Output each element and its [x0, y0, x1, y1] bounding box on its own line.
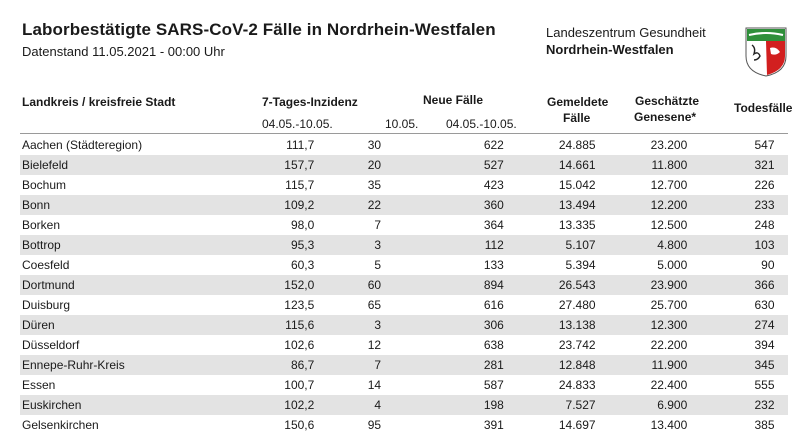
new-day-cell: 95 [367, 418, 382, 432]
district-cell: Essen [22, 378, 56, 392]
incidence-cell: 100,7 [284, 378, 315, 392]
deaths-cell: 555 [754, 378, 775, 392]
row-padding [775, 175, 789, 195]
recovered-cell: 23.200 [650, 138, 688, 152]
reported-cell: 5.107 [504, 235, 596, 255]
col-header-deaths: Todesfälle [734, 101, 793, 115]
recovered-cell: 12.200 [596, 195, 688, 215]
new-week-cell: 587 [483, 378, 504, 392]
table-row [20, 135, 788, 155]
col-header-new-cases: Neue Fälle [423, 93, 484, 107]
row-padding [775, 215, 789, 235]
table-row [20, 355, 788, 375]
recovered-cell: 6.900 [596, 395, 688, 415]
district-cell: Aachen (Städteregion) [22, 138, 143, 152]
new-week-cell: 198 [381, 395, 504, 415]
row-padding [775, 315, 789, 335]
incidence-cell: 111,7 [286, 138, 315, 152]
recovered-cell: 25.700 [650, 298, 688, 312]
header-divider [20, 133, 788, 134]
district-cell: Borken [22, 218, 61, 232]
new-week-cell: 112 [381, 235, 504, 255]
new-day-cell: 30 [367, 138, 382, 152]
new-day-cell: 12 [367, 338, 382, 352]
col-subheader-incidence-range: 04.05.-10.05. [262, 117, 333, 131]
recovered-cell: 13.400 [650, 418, 688, 432]
incidence-cell: 60,3 [290, 258, 315, 272]
district-cell: Gelsenkirchen [22, 418, 99, 432]
table-row [20, 255, 788, 275]
district-cell: Düren [20, 315, 257, 335]
recovered-cell: 4.800 [596, 235, 688, 255]
nrw-coat-of-arms-icon [744, 26, 788, 78]
new-week-cell: 527 [381, 155, 504, 175]
reported-cell: 13.335 [558, 218, 596, 232]
incidence-cell: 86,7 [257, 355, 314, 375]
recovered-cell: 22.200 [650, 338, 688, 352]
row-padding [775, 335, 789, 355]
recovered-cell: 23.900 [596, 275, 688, 295]
new-day-cell: 14 [367, 378, 382, 392]
new-day-cell: 65 [367, 298, 382, 312]
row-padding [775, 295, 789, 315]
recovered-cell: 11.900 [596, 355, 688, 375]
new-day-cell: 3 [314, 235, 381, 255]
deaths-cell: 226 [754, 178, 775, 192]
district-cell: Ennepe-Ruhr-Kreis [20, 355, 257, 375]
row-padding [775, 135, 789, 155]
case-table [20, 135, 788, 435]
recovered-cell: 12.500 [650, 218, 688, 232]
new-day-cell: 35 [367, 178, 382, 192]
table-row [20, 275, 788, 295]
row-padding [775, 375, 789, 395]
table-row [20, 235, 788, 255]
table-row [20, 155, 788, 175]
table-row [20, 175, 788, 195]
page-title: Laborbestätigte SARS-CoV-2 Fälle in Nordrhein-Westfalen [22, 20, 496, 39]
reported-cell: 15.042 [558, 178, 596, 192]
new-day-cell: 22 [314, 195, 381, 215]
new-week-cell: 423 [483, 178, 504, 192]
district-cell: Euskirchen [20, 395, 257, 415]
reported-cell: 24.885 [558, 138, 596, 152]
deaths-cell: 90 [761, 258, 775, 272]
new-week-cell: 281 [381, 355, 504, 375]
row-padding [775, 275, 789, 295]
deaths-cell: 103 [687, 235, 774, 255]
incidence-cell: 150,6 [284, 418, 315, 432]
district-cell: Bochum [22, 178, 67, 192]
reported-cell: 5.394 [565, 258, 596, 272]
table-row [20, 335, 788, 355]
incidence-cell: 102,6 [284, 338, 315, 352]
col-subheader-new-day: 10.05. [385, 117, 419, 131]
table-row [20, 375, 788, 395]
col-header-recovered-line2: Genesene* [634, 110, 697, 124]
incidence-cell: 95,3 [257, 235, 314, 255]
reported-cell: 23.742 [558, 338, 596, 352]
district-cell: Bielefeld [20, 155, 257, 175]
new-day-cell: 7 [314, 355, 381, 375]
incidence-cell: 109,2 [257, 195, 314, 215]
new-day-cell: 60 [314, 275, 381, 295]
table-row [20, 315, 788, 335]
row-padding [775, 195, 789, 215]
col-header-recovered-line1: Geschätzte [635, 94, 700, 108]
new-week-cell: 622 [483, 138, 504, 152]
incidence-cell: 152,0 [257, 275, 314, 295]
new-day-cell: 7 [374, 218, 382, 232]
reported-cell: 27.480 [558, 298, 596, 312]
recovered-cell: 12.700 [650, 178, 688, 192]
deaths-cell: 630 [754, 298, 775, 312]
deaths-cell: 547 [754, 138, 775, 152]
new-week-cell: 364 [483, 218, 504, 232]
reported-cell: 13.138 [504, 315, 596, 335]
deaths-cell: 274 [687, 315, 774, 335]
reported-cell: 7.527 [504, 395, 596, 415]
data-timestamp: Datenstand 11.05.2021 - 00:00 Uhr [22, 44, 225, 59]
col-subheader-new-range: 04.05.-10.05. [446, 117, 517, 131]
org-region: Nordrhein-Westfalen [546, 42, 674, 57]
incidence-cell: 98,0 [290, 218, 315, 232]
new-week-cell: 638 [483, 338, 504, 352]
new-week-cell: 360 [381, 195, 504, 215]
incidence-cell: 115,6 [257, 315, 314, 335]
row-padding [775, 155, 789, 175]
table-row [20, 295, 788, 315]
district-cell: Bottrop [20, 235, 257, 255]
deaths-cell: 248 [754, 218, 775, 232]
deaths-cell: 232 [687, 395, 774, 415]
row-padding [775, 355, 789, 375]
new-week-cell: 133 [483, 258, 504, 272]
org-name: Landeszentrum Gesundheit [546, 25, 706, 40]
deaths-cell: 394 [754, 338, 775, 352]
new-week-cell: 894 [381, 275, 504, 295]
row-padding [775, 415, 789, 435]
table-row [20, 395, 788, 415]
recovered-cell: 11.800 [596, 155, 688, 175]
deaths-cell: 345 [687, 355, 774, 375]
recovered-cell: 5.000 [657, 258, 688, 272]
deaths-cell: 321 [687, 155, 774, 175]
reported-cell: 26.543 [504, 275, 596, 295]
row-padding [775, 235, 789, 255]
district-cell: Bonn [20, 195, 257, 215]
new-week-cell: 616 [483, 298, 504, 312]
incidence-cell: 123,5 [284, 298, 315, 312]
recovered-cell: 22.400 [650, 378, 688, 392]
recovered-cell: 12.300 [596, 315, 688, 335]
new-day-cell: 20 [314, 155, 381, 175]
reported-cell: 14.661 [504, 155, 596, 175]
deaths-cell: 366 [687, 275, 774, 295]
district-cell: Duisburg [22, 298, 71, 312]
district-cell: Dortmund [20, 275, 257, 295]
col-header-reported-line1: Gemeldete [547, 95, 609, 109]
new-week-cell: 391 [483, 418, 504, 432]
new-day-cell: 4 [314, 395, 381, 415]
col-header-reported-line2: Fälle [563, 111, 591, 125]
reported-cell: 13.494 [504, 195, 596, 215]
new-day-cell: 5 [374, 258, 382, 272]
reported-cell: 12.848 [504, 355, 596, 375]
new-week-cell: 306 [381, 315, 504, 335]
reported-cell: 14.697 [558, 418, 596, 432]
deaths-cell: 385 [754, 418, 775, 432]
incidence-cell: 115,7 [285, 178, 315, 192]
incidence-cell: 157,7 [257, 155, 314, 175]
incidence-cell: 102,2 [257, 395, 314, 415]
row-padding [775, 255, 789, 275]
row-padding [775, 395, 789, 415]
new-day-cell: 3 [314, 315, 381, 335]
table-row [20, 215, 788, 235]
reported-cell: 24.833 [558, 378, 596, 392]
table-row [20, 195, 788, 215]
table-row [20, 415, 788, 435]
district-cell: Düsseldorf [22, 338, 80, 352]
deaths-cell: 233 [687, 195, 774, 215]
col-header-incidence: 7-Tages-Inzidenz [262, 95, 358, 109]
district-cell: Coesfeld [22, 258, 70, 272]
col-header-district: Landkreis / kreisfreie Stadt [22, 95, 176, 109]
